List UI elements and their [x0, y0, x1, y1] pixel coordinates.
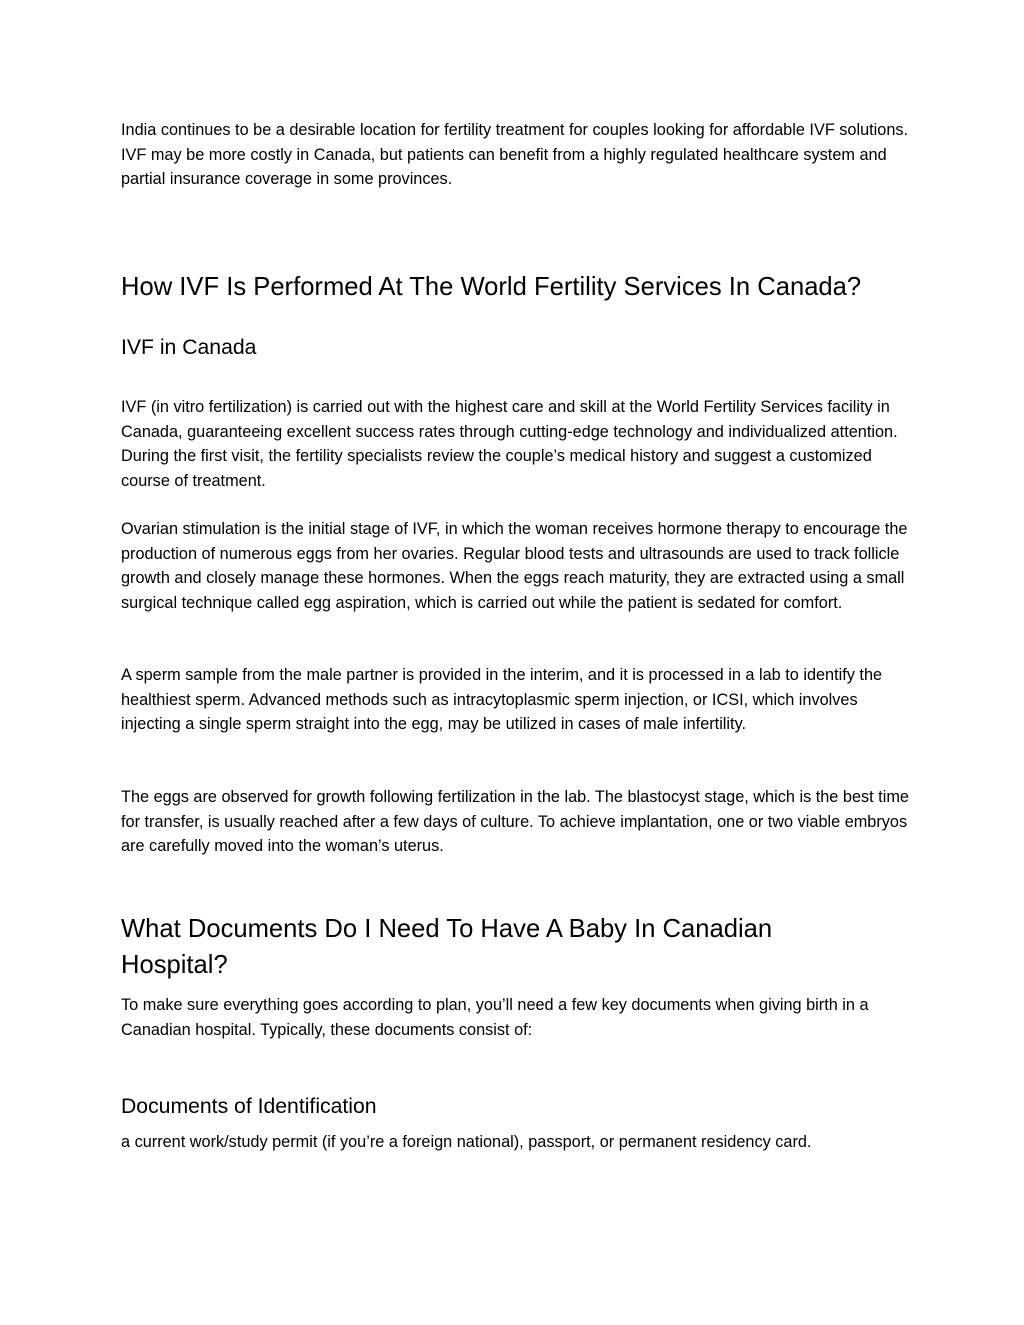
section-heading-ivf-process: How IVF Is Performed At The World Fertility Services In Canada?	[121, 273, 862, 301]
subheading-ivf-in-canada: IVF in Canada	[121, 336, 257, 359]
section-heading-documents: What Documents Do I Need To Have A Baby In Canadian Hospital?	[121, 915, 773, 979]
paragraph-identification-body: a current work/study permit (if you’re a foreign national), passport, or permanent residency card.	[121, 1133, 812, 1151]
paragraph-ivf-overview: IVF (in vitro fertilization) is carried out with the highest care and skill at the World Fertility Services facility in Canada, guaranteeing excellent success rates through cutting-edge technology and individualized attention. During the first visit, the fertility specialists review the couple’s medical history and suggest a customized course of treatment.	[121, 398, 898, 490]
paragraph-embryo-transfer: The eggs are observed for growth following fertilization in the lab. The blastocyst stage, which is the best time for transfer, is usually reached after a few days of culture. To achieve implantation, one or two viable embryos are carefully moved into the woman’s uterus.	[121, 788, 909, 855]
intro-paragraph: India continues to be a desirable location for fertility treatment for couples looking for affordable IVF solutions. IVF may be more costly in Canada, but patients can benefit from a highly regulated healthcare system and partial insurance coverage in some provinces.	[121, 121, 909, 188]
paragraph-ovarian-stimulation: Ovarian stimulation is the initial stage of IVF, in which the woman receives hormone therapy to encourage the production of numerous eggs from her ovaries. Regular blood tests and ultrasounds are used to track follicle growth and closely manage these hormones. When the eggs reach maturity, they are extracted using a small surgical technique called egg aspiration, which is carried out while the patient is sedated for comfort.	[121, 520, 908, 612]
subheading-identification: Documents of Identification	[121, 1095, 377, 1118]
paragraph-documents-intro: To make sure everything goes according to plan, you’ll need a few key documents when giving birth in a Canadian hospital. Typically, these documents consist of:	[121, 996, 869, 1039]
paragraph-sperm-sample: A sperm sample from the male partner is provided in the interim, and it is processed in a lab to identify the healthiest sperm. Advanced methods such as intracytoplasmic sperm injection, or ICSI, which involves injecting a single sperm straight into the egg, may be utilized in cases of male infertility.	[121, 666, 883, 733]
